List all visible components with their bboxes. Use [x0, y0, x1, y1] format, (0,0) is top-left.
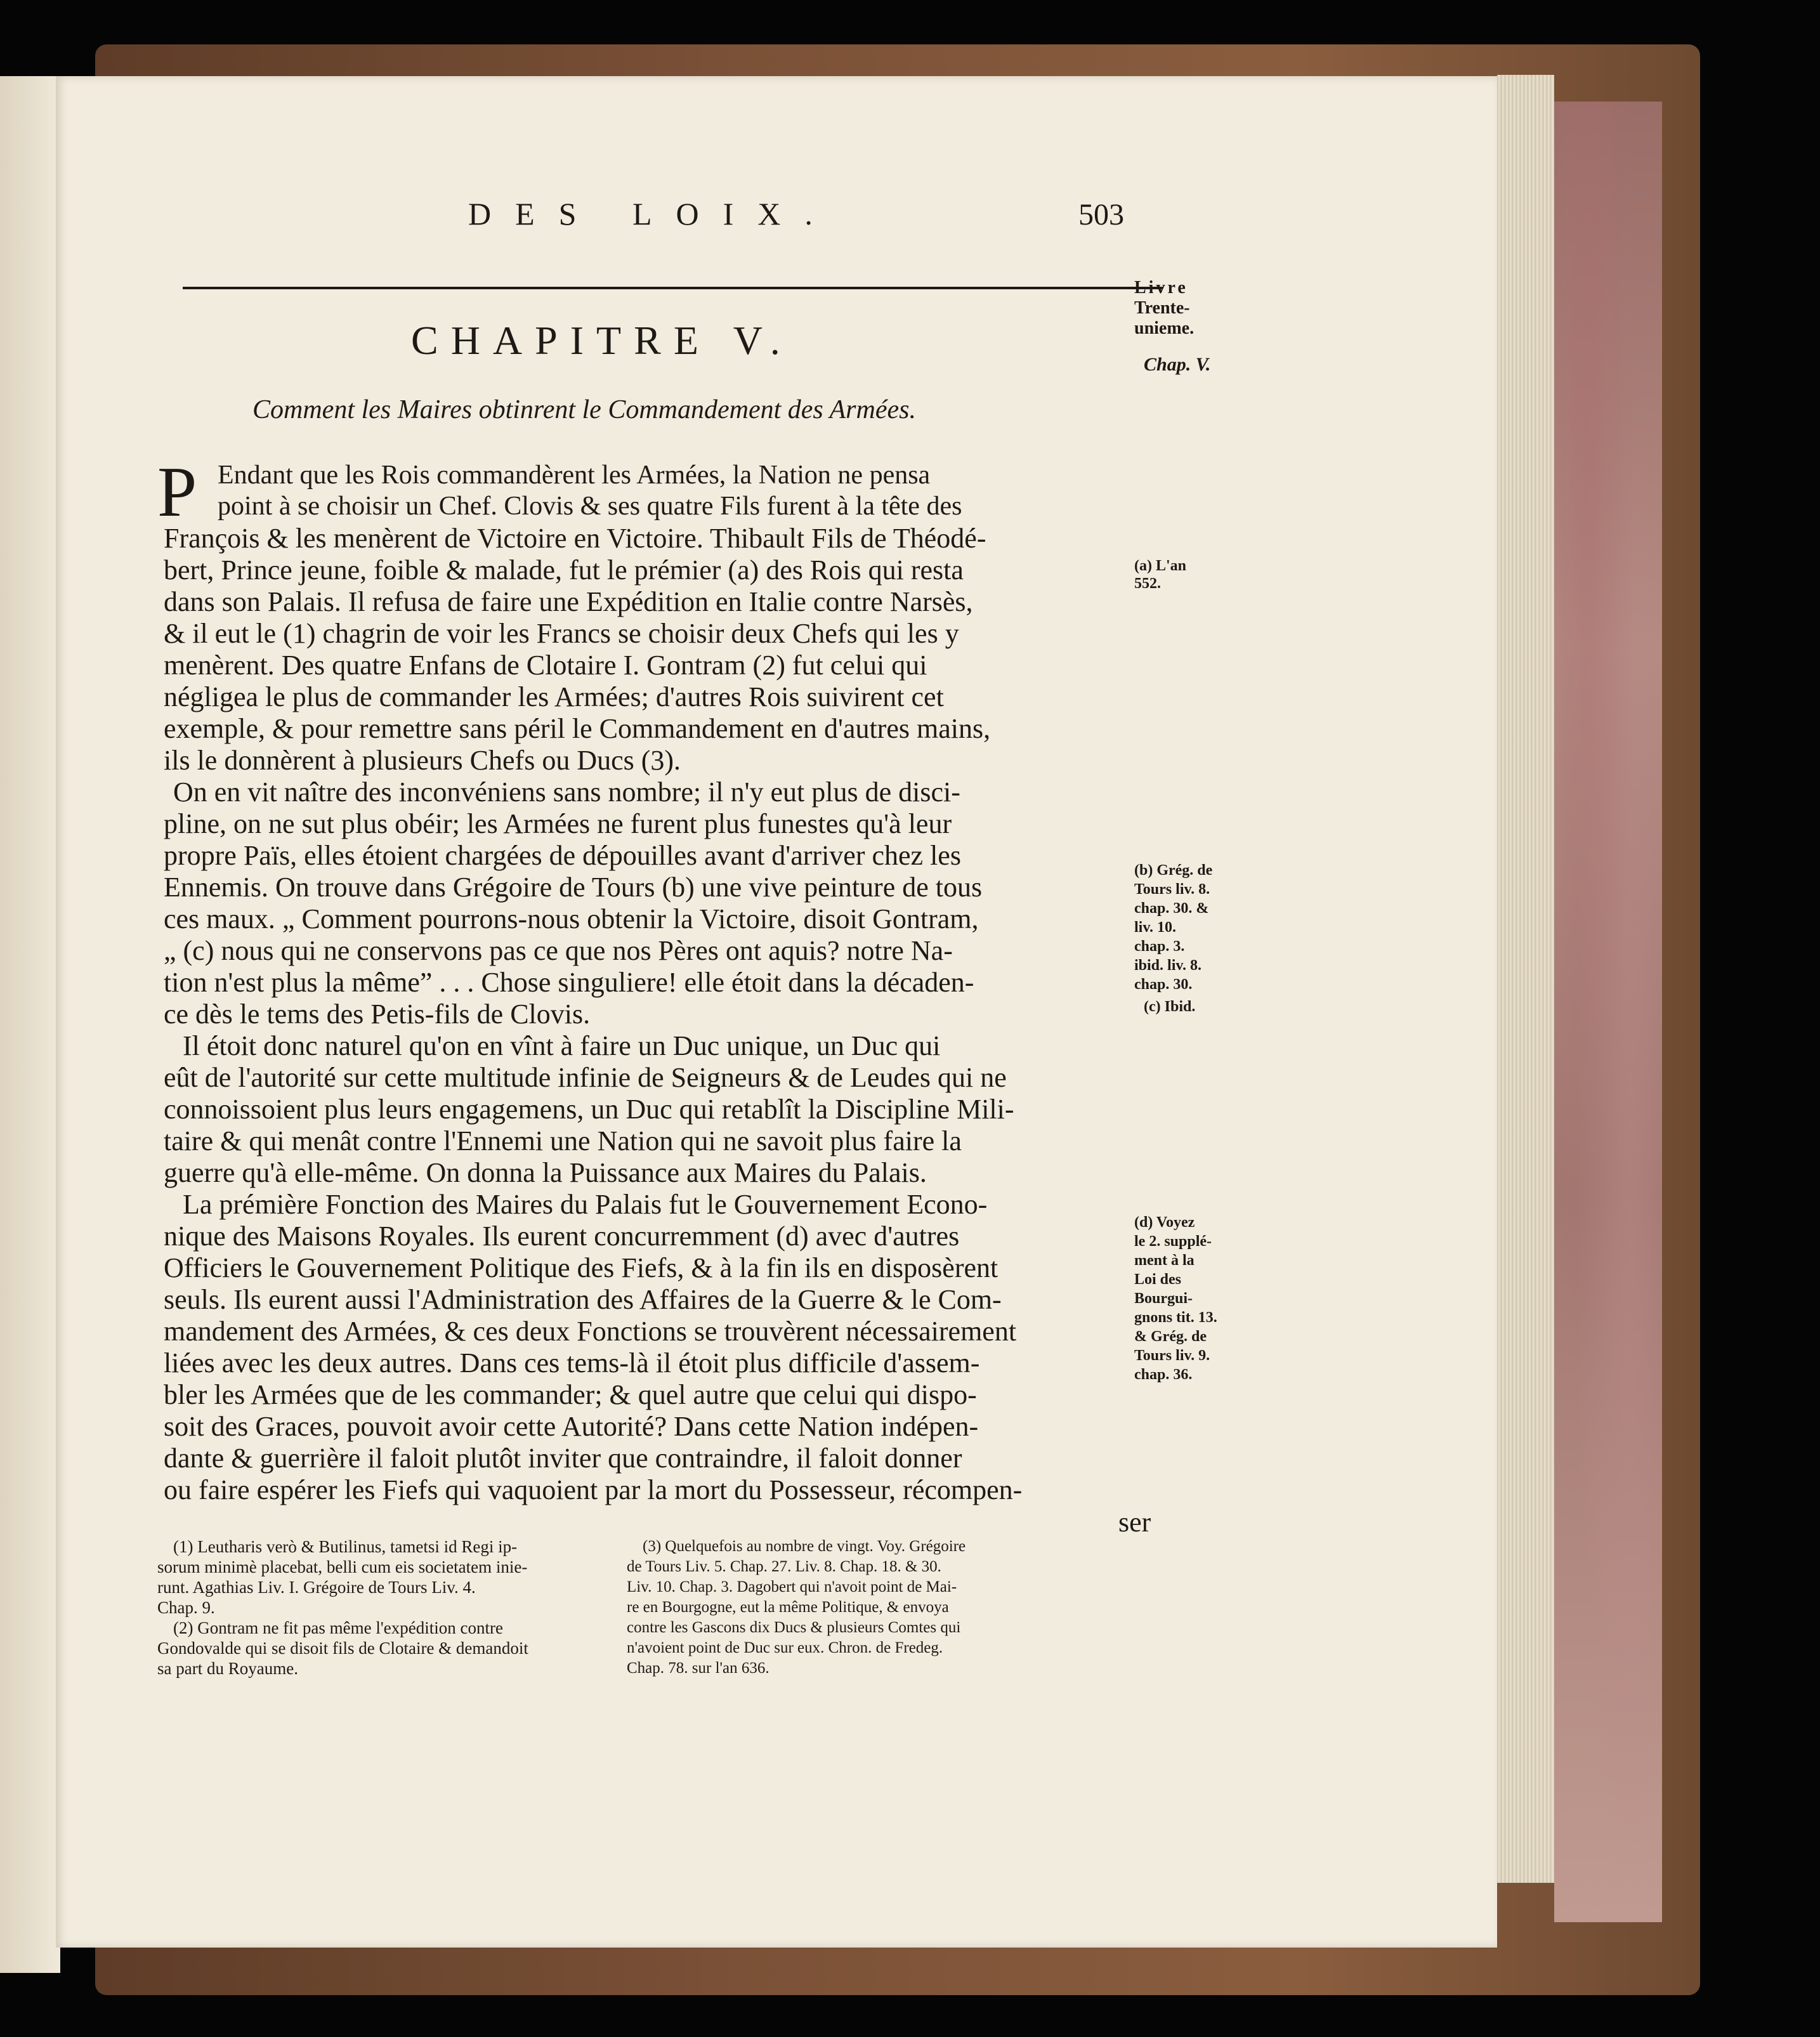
body-line: dante & guerrière il faloit plutôt inviter que contraindre, il faloit donner: [164, 1443, 962, 1474]
body-line: Officiers le Gouvernement Politique des Fiefs, & à la fin ils en disposèrent: [164, 1252, 998, 1283]
footnote-line: Chap. 9.: [157, 1598, 215, 1617]
chapter-subtitle: Comment les Maires obtinrent le Commandement des Armées.: [252, 395, 916, 424]
body-line: & il eut le (1) chagrin de voir les Francs se choisir deux Chefs qui les y: [164, 618, 959, 649]
page-number: 503: [1078, 198, 1124, 232]
body-line: ce dès le tems des Petis-fils de Clovis.: [164, 999, 591, 1030]
book-page: DES LOIX. 503 CHAPITRE V. Comment les Maires obtinrent le Commandement des Armées. Livre Trente- unieme. Chap. V. P Endant que les Rois commandèrent les Armées, la Nation ne pensa point à se choisir un Chef. Clovis & ses quatre Fils furent à la tête des François & les menèrent de Victoire en Victoire. Thibault Fils de Théodé- bert, Prince jeune, foible & malade, fut le prémier (a) des Rois qui resta dans son Palais. Il refusa de faire une Expédition en Italie contre Narsès, & il eut le (1) chagrin de voir les Francs se choisir deux Chefs qui les y menèrent. Des quatre Enfans de Clotaire I. Gontram (2) fut celui qui négligea le plus de commander les Armées; d'autres Rois suivirent cet exemple, & pour remettre sans péril le Commandement en d'autres mains, ils le donnèrent à plusieurs Chefs ou Ducs (3). On en vit naître des inconvéniens sans nombre; il n'y eut plus de disci- pline, on ne sut plus obéir; les Armées ne furent plus funestes qu'à leur propre Païs, elles étoient chargées de dépouilles avant d'arriver chez les Ennemis. On trouve dans Grégoire de Tours (b) une vive peinture de tous ces maux. „ Comment pourrons-nous obtenir la Victoire, disoit Gontram, „ (c) nous qui ne conservons pas ce que nos Pères ont aquis? notre Na- tion n'est plus la même” . . . Chose singuliere! elle étoit dans la décaden- ce dès le tems des Petis-fils de Clovis. Il étoit donc naturel qu'on en vînt à faire un Duc unique, un Duc qui eût de l'autorité sur cette multitude infinie de Seigneurs & de Leudes qui ne connoissoient plus leurs engagemens, un Duc qui retablît la Discipline Mili- taire & qui menât contre l'Ennemi une Nation qui ne savoit plus faire la guerre qu'à elle-même. On donna la Puissance aux Maires du Palais. La prémière Fonction des Maires du Palais fut le Gouvernement Econo- nique des Maisons Royales. Ils eurent concurremment (d) avec d'autres Officiers le Gouvernement Politique des Fiefs, & à la fin ils en disposèrent seuls. Ils eurent aussi l'Administration des Affaires de la Guerre & le Com- mandement des Armées, & ces deux Fonctions se trouvèrent nécessairement liées avec les deux autres. Dans ces tems-là il étoit plus difficile d'assem- bler les Armées que de les commander; & quel autre que celui qui dispo- soit des Graces, pouvoit avoir cette Autorité? Dans cette Nation indépen- dante & guerrière il faloit plutôt inviter que contraindre, il faloit donner ou faire espérer les Fiefs qui vaquoient par la mort du Possesseur, récompen- ser (a) L'an 552. (b) Grég. de Tours liv. 8. chap. 30. & liv. 10. chap. 3. ibid. liv. 8. chap. 30. (c) Ibid. (d) Voyez le 2. supplé- ment à la Loi des Bourgui- gnons tit. 13. & Grég. de Tours liv. 9. chap. 36. (1) Leutharis verò & Butilinus, tametsi id Regi ip- sorum minimè placebat, belli cum eis societatem inie- runt. Agathias Liv. I. Grégoire de Tours Liv. 4. Chap. 9. (2) Gontram ne fit pas même l'expédition contre Gondovalde qui se disoit fils de Clotaire & demandoit sa part du Royaume. (3) Quelquefois au nombre de vingt. Voy. Grégoire de Tours Liv. 5. Chap. 27. Liv. 8. Chap. 18. & 30. Liv. 10. Chap. 3. Dagobert qui n'avoit point de Mai- re en Bourgogne, eut la même Politique, & envoya contre les Gascons dix Ducs & plusieurs Comtes qui n'avoient point de Duc sur eux. Chron. de Fredeg. Chap. 78. sur l'an 636.: [56, 76, 1497, 1948]
drop-cap: P: [157, 453, 197, 532]
body-line: Endant que les Rois commandèrent les Armées, la Nation ne pensa: [218, 461, 931, 490]
body-line: La prémière Fonction des Maires du Palais fut le Gouvernement Econo-: [183, 1189, 988, 1220]
body-line: nique des Maisons Royales. Ils eurent concurremment (d) avec d'autres: [164, 1221, 960, 1252]
footnote-line: Gondovalde qui se disoit fils de Clotaire & demandoit: [157, 1639, 528, 1658]
facing-page-edge: [0, 76, 60, 1973]
body-line: point à se choisir un Chef. Clovis & ses quatre Fils furent à la tête des: [218, 492, 962, 521]
footnote-line: re en Bourgogne, eut la même Politique, & envoya: [627, 1599, 949, 1616]
body-line: Ennemis. On trouve dans Grégoire de Tours (b) une vive peinture de tous: [164, 872, 983, 903]
chapter-title: CHAPITRE V.: [411, 318, 793, 363]
body-line: dans son Palais. Il refusa de faire une Expédition en Italie contre Narsès,: [164, 586, 973, 617]
footnote-line: (2) Gontram ne fit pas même l'expédition contre: [173, 1618, 503, 1637]
page-stack-edge: [1497, 75, 1554, 1883]
body-line: bert, Prince jeune, foible & malade, fut le prémier (a) des Rois qui resta: [164, 554, 964, 586]
body-line: ces maux. „ Comment pourrons-nous obtenir la Victoire, disoit Gontram,: [164, 903, 979, 934]
body-line: François & les menèrent de Victoire en Victoire. Thibault Fils de Théodé-: [164, 523, 986, 554]
side-label-line: Chap. V.: [1144, 354, 1211, 375]
body-line: mandement des Armées, & ces deux Fonctions se trouvèrent nécessairement: [164, 1316, 1017, 1347]
body-line: taire & qui menât contre l'Ennemi une Nation qui ne savoit plus faire la: [164, 1125, 962, 1156]
marbled-edge: [1554, 102, 1662, 1922]
body-line: „ (c) nous qui ne conservons pas ce que nos Pères ont aquis? notre Na-: [164, 935, 953, 966]
running-head: DES LOIX.: [468, 196, 837, 232]
body-line: exemple, & pour remettre sans péril le Commandement en d'autres mains,: [164, 713, 991, 744]
body-line: pline, on ne sut plus obéir; les Armées ne furent plus funestes qu'à leur: [164, 808, 952, 839]
body-line: guerre qu'à elle-même. On donna la Puissance aux Maires du Palais.: [164, 1157, 927, 1188]
body-line: menèrent. Des quatre Enfans de Clotaire I. Gontram (2) fut celui qui: [164, 650, 927, 681]
body-line: connoissoient plus leurs engagemens, un Duc qui retablît la Discipline Mili-: [164, 1094, 1014, 1125]
side-label-line: Trente-: [1134, 298, 1190, 318]
side-label-line: unieme.: [1134, 318, 1195, 338]
body-line: tion n'est plus la même” . . . Chose singuliere! elle étoit dans la décaden-: [164, 967, 974, 998]
body-line: Il étoit donc naturel qu'on en vînt à faire un Duc unique, un Duc qui: [183, 1030, 941, 1061]
footnote-line: n'avoient point de Duc sur eux. Chron. de Fredeg.: [627, 1639, 943, 1656]
footnote-line: sorum minimè placebat, belli cum eis societatem inie-: [157, 1557, 528, 1576]
body-line: eût de l'autorité sur cette multitude infinie de Seigneurs & de Leudes qui ne: [164, 1062, 1007, 1093]
side-label-line: Livre: [1134, 278, 1188, 298]
footnote-line: contre les Gascons dix Ducs & plusieurs Comtes qui: [627, 1619, 961, 1636]
body-line: soit des Graces, pouvoit avoir cette Autorité? Dans cette Nation indépen-: [164, 1411, 979, 1442]
footnote-line: sa part du Royaume.: [157, 1659, 298, 1678]
body-line: bler les Armées que de les commander; & quel autre que celui qui dispo-: [164, 1379, 977, 1410]
body-line: On en vit naître des inconvéniens sans nombre; il n'y eut plus de disci-: [173, 776, 960, 808]
body-line: négligea le plus de commander les Armées; d'autres Rois suivirent cet: [164, 681, 944, 712]
footnote-line: Liv. 10. Chap. 3. Dagobert qui n'avoit point de Mai-: [627, 1578, 957, 1595]
body-line: propre Païs, elles étoient chargées de dépouilles avant d'arriver chez les: [164, 840, 961, 871]
body-line: seuls. Ils eurent aussi l'Administration des Affaires de la Guerre & le Com-: [164, 1284, 1002, 1315]
footnote-line: Chap. 78. sur l'an 636.: [627, 1660, 769, 1677]
body-line: liées avec les deux autres. Dans ces tems-là il étoit plus difficile d'assem-: [164, 1347, 980, 1379]
catchword: ser: [1118, 1507, 1151, 1538]
footnote-line: (3) Quelquefois au nombre de vingt. Voy. Grégoire: [643, 1538, 966, 1555]
body-line: ils le donnèrent à plusieurs Chefs ou Ducs (3).: [164, 745, 681, 776]
body-line: ou faire espérer les Fiefs qui vaquoient par la mort du Possesseur, récompen-: [164, 1474, 1023, 1505]
header-rule: [183, 287, 1163, 289]
footnote-line: (1) Leutharis verò & Butilinus, tametsi id Regi ip-: [173, 1537, 518, 1556]
footnote-line: runt. Agathias Liv. I. Grégoire de Tours Liv. 4.: [157, 1578, 476, 1597]
footnote-line: de Tours Liv. 5. Chap. 27. Liv. 8. Chap. 18. & 30.: [627, 1558, 941, 1575]
